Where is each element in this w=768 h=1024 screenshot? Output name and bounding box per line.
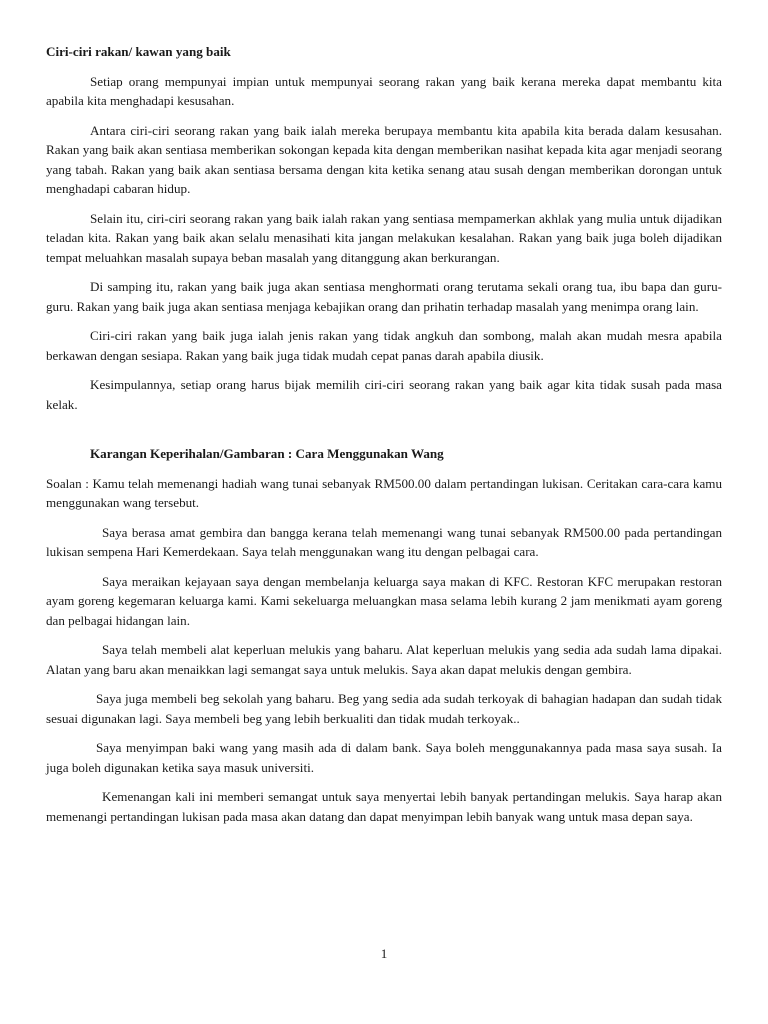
section2-paragraph: Saya juga membeli beg sekolah yang baharu. Beg yang sedia ada sudah terkoyak di bahagian hadapan dan sudah tidak sesuai digunakan lagi. Saya membeli beg yang lebih berkualiti dan tidak mudah terkoyak.. <box>46 691 722 726</box>
section1-paragraph: Setiap orang mempunyai impian untuk mempunyai seorang rakan yang baik kerana mereka dapat membantu kita apabila kita menghadapi kesusahan. <box>46 73 722 108</box>
section2-paragraph: Saya telah membeli alat keperluan melukis yang baharu. Alat keperluan melukis yang sedia ada sudah lama dipakai. Alatan yang baru akan menaikkan lagi semangat saya untuk melukis. Saya akan dapat melukis dengan gembira. <box>46 642 722 677</box>
section2-question: Soalan : Kamu telah memenangi hadiah wang tunai sebanyak RM500.00 dalam pertandingan lukisan. Ceritakan cara-cara kamu menggunakan wang tersebut. <box>46 475 722 510</box>
section1-paragraph: Antara ciri-ciri seorang rakan yang baik ialah mereka berupaya membantu kita apabila kita berada dalam kesusahan. Rakan yang baik akan sentiasa memberikan sokongan kepada kita dengan memberikan nasihat kepada kita agar menjadi seorang yang tabah. Rakan yang baik akan sentiasa bersama dengan kita ketika senang atau susah dengan memberikan dorongan untuk menghadapi cabaran hidup. <box>46 122 722 196</box>
section1-paragraph: Di samping itu, rakan yang baik juga akan sentiasa menghormati orang terutama sekali orang tua, ibu bapa dan guru-guru. Rakan yang baik juga akan sentiasa menjaga kebajikan orang dan prihatin terhadap masalah yang menimpa orang lain. <box>46 279 722 314</box>
section1-title: Ciri-ciri rakan/ kawan yang baik <box>46 44 231 59</box>
section1-paragraph: Kesimpulannya, setiap orang harus bijak memilih ciri-ciri seorang rakan yang baik agar kita tidak susah pada masa kelak. <box>46 377 722 412</box>
section2-paragraph: Kemenangan kali ini memberi semangat untuk saya menyertai lebih banyak pertandingan melukis. Saya harap akan memenangi pertandingan lukisan pada masa akan datang dan dapat menyimpan lebih banyak wang untuk masa depan saya. <box>46 789 722 824</box>
section2-paragraph: Saya meraikan kejayaan saya dengan membelanja keluarga saya makan di KFC. Restoran KFC merupakan restoran ayam goreng kegemaran keluarga kami. Kami sekeluarga meluangkan masa selama lebih kurang 2 jam menikmati ayam goreng dan pelbagai hidangan lain. <box>46 573 722 628</box>
section2-paragraph: Saya berasa amat gembira dan bangga kerana telah memenangi wang tunai sebanyak RM500.00 pada pertandingan lukisan sempena Hari Kemerdekaan. Saya telah menggunakan wang itu dengan pelbagai cara. <box>46 524 722 559</box>
section1-paragraph: Selain itu, ciri-ciri seorang rakan yang baik ialah rakan yang sentiasa mempamerkan akhlak yang mulia untuk dijadikan teladan kita. Rakan yang baik akan selalu menasihati kita jangan melakukan kesalahan. Rakan yang baik juga boleh dijadikan tempat meluahkan masalah supaya beban masalah yang ditanggung akan berkurangan. <box>46 210 722 265</box>
section2-title: Karangan Keperihalan/Gambaran : Cara Menggunakan Wang <box>90 446 444 461</box>
section2-paragraph: Saya menyimpan baki wang yang masih ada di dalam bank. Saya boleh menggunakannya pada masa saya susah. Ia juga boleh digunakan ketika saya masuk universiti. <box>46 740 722 775</box>
section1-paragraph: Ciri-ciri rakan yang baik juga ialah jenis rakan yang tidak angkuh dan sombong, malah akan mudah mesra apabila berkawan dengan sesiapa. Rakan yang baik juga tidak mudah cepat panas darah apabila diusik. <box>46 328 722 363</box>
page-number: 1 <box>380 946 388 961</box>
